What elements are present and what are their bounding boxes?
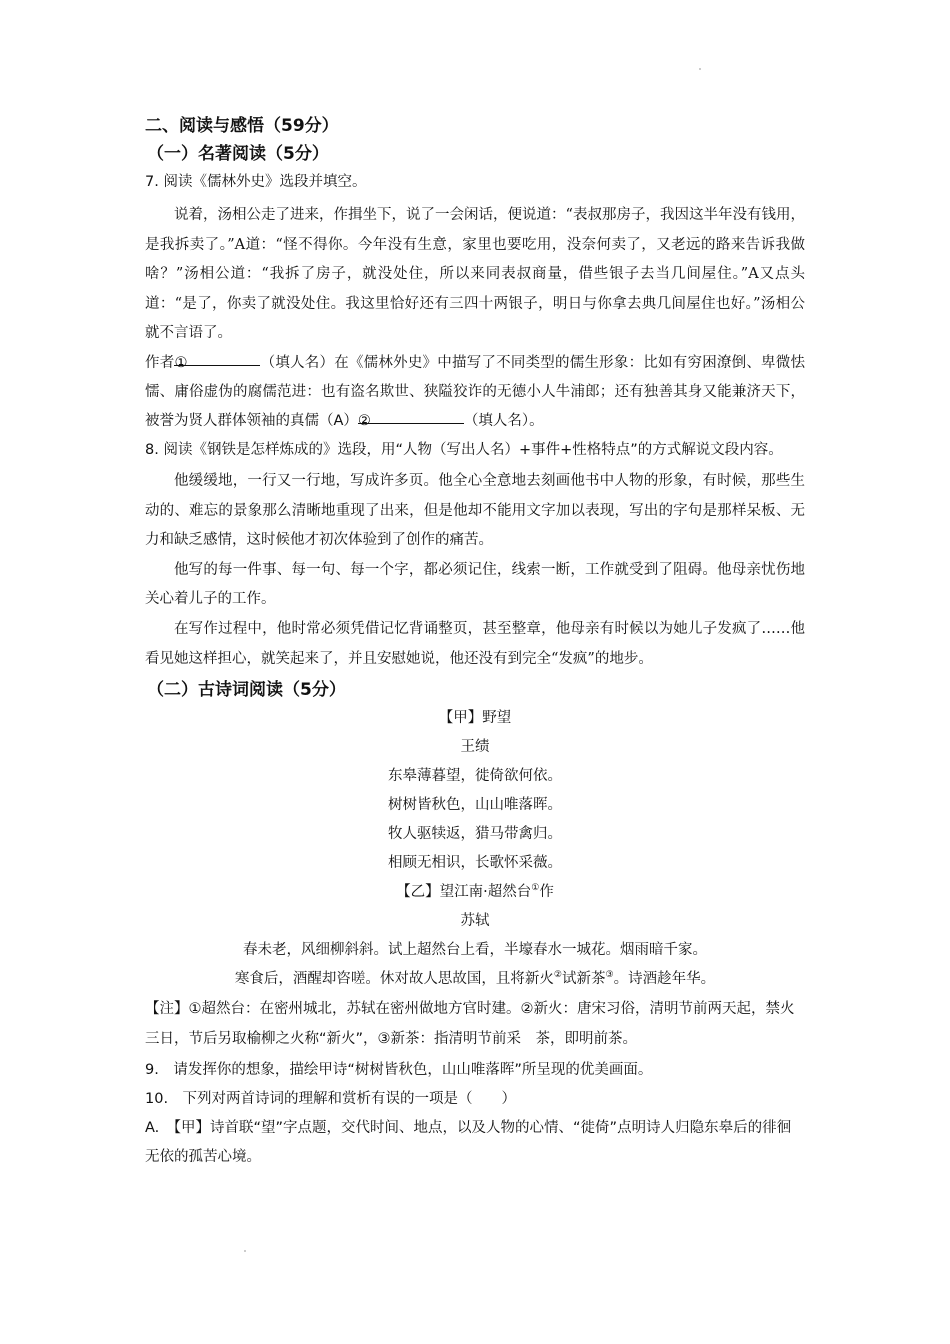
q7-blank-1-label: ① (174, 354, 188, 371)
q7-blank-2[interactable] (357, 407, 464, 429)
section-title: 二、阅读与感悟（59分） (145, 116, 339, 136)
q7-fill-b: （填人名）在《儒林外史》中描写了不同类型的儒生形象：比如有穷困潦倒、卑微怯懦、庸俗虚伪的腐儒范进：也有盗名欺世、狭隘狡诈的无德小人牛浦郎；还有独善其身又能兼济天下，被誉为贤人群体领袖的真儒（A） (145, 354, 805, 429)
q8-paragraph: 在写作过程中，他时常必须凭借记忆背诵整页，甚至整章，他母亲有时候以为她儿子发疯了……他看见她这样担心，就笑起来了，并且安慰她说，他还没有到完全“发疯”的地步。 (145, 620, 805, 667)
q8-paragraph: 他写的每一件事、每一句、每一个字，都必须记住，线索一断，工作就受到了阻碍。他母亲忧伤地关心着儿子的工作。 (145, 561, 805, 608)
q7-passage: 说着，汤相公走了进来，作揖坐下，说了一会闲话，便说道：“表叔那房子，我因这半年没有钱用，是我拆卖了。”A道：“怪不得你。今年没有生意，家里也要吃用，没奈何卖了，又老远的路来告诉我做啥？”汤相公道：“我拆了房子，就没处住，所以来同表叔商量，借些银子去当几间屋住。”A又点头道：“是了，你卖了就没处住。我这里恰好还有三四十两银子，明日与你拿去典几间屋住也好。”汤相公就不言语了。 (145, 207, 805, 342)
q7-fill-c: （填人名）。 (463, 412, 544, 429)
q7-fill-text (145, 349, 805, 436)
q7-fill-a: 作者 (145, 354, 175, 371)
q8-paragraph: 他缓缓地，一行又一行地，写成许多页。他全心全意地去刻画他书中人物的形象，有时候，那些生动的、难忘的景象那么清晰地重现了出来，但是他却不能用文字加以表现，写出的字句是那样呆板、无力和缺乏感情，这时候他才初次体验到了创作的痛苦。 (145, 472, 805, 549)
poem-yi-title (145, 878, 805, 907)
scan-speck (244, 1250, 246, 1252)
poem-yi-line-2b: 试新茶 (562, 971, 606, 988)
poem-yi-sup-2: ② (553, 970, 562, 981)
poem-yi-title-b: 作 (539, 884, 554, 901)
poem-yi-line-2c: 。诗酒趁年华。 (613, 971, 716, 988)
q7-blank-1[interactable] (174, 349, 260, 371)
poem-jia-author: 王绩 (460, 739, 490, 756)
q8-prompt: 8. 阅读《钢铁是怎样炼成的》选段，用“人物（写出人名）+事件+性格特点”的方式解说文段内容。 (145, 441, 783, 458)
document-content (145, 112, 805, 1172)
q10-option-a[interactable]: A. 【甲】诗首联“望”字点题，交代时间、地点，以及人物的心情、“徙倚”点明诗人归隐东皋后的徘徊无依的孤苦心境。 (145, 1120, 792, 1166)
poem-yi-line-2 (145, 965, 805, 994)
poem-jia-line: 牧人驱犊返，猎马带禽归。 (388, 826, 562, 843)
part1-title: （一）名著阅读（5分） (147, 144, 329, 164)
q7-prompt: 7. 阅读《儒林外史》选段并填空。 (145, 174, 367, 190)
poem-yi-sup-3: ③ (605, 970, 614, 981)
poem-jia-line: 相顾无相识，长歌怀采薇。 (388, 855, 562, 872)
poem-jia-line: 东皋薄暮望，徙倚欲何依。 (388, 768, 562, 785)
scan-speck (699, 68, 701, 70)
part2-title: （二）古诗词阅读（5分） (147, 680, 346, 701)
q9-prompt: 9. 请发挥你的想象，描绘甲诗“树树皆秋色，山山唯落晖”所呈现的优美画面。 (145, 1062, 653, 1079)
q10-prompt: 10. 下列对两首诗词的理解和赏析有误的一项是（ ） (145, 1091, 517, 1108)
poem-yi-author: 苏轼 (460, 913, 490, 930)
poem-jia-line: 树树皆秋色，山山唯落晖。 (388, 797, 562, 814)
poem-yi-title-a: 【乙】望江南·超然台 (396, 884, 532, 901)
poem-jia-title: 【甲】野望 (438, 710, 512, 727)
poem-note: 【注】①超然台：在密州城北，苏轼在密州做地方官时建。②新火：唐宋习俗，清明节前两天起，禁火三日，节后另取榆柳之火称“新火”，③新茶：指清明节前采 茶，即明前茶。 (145, 1001, 795, 1048)
poem-yi-title-sup: ① (531, 883, 540, 894)
poem-yi-line-2a: 寒食后，酒醒却咨嗟。休对故人思故国，且将新火 (234, 971, 554, 988)
q7-blank-2-label: ② (357, 412, 371, 429)
poem-yi-line-1: 春未老，风细柳斜斜。试上超然台上看，半壕春水一城花。烟雨暗千家。 (243, 942, 707, 959)
